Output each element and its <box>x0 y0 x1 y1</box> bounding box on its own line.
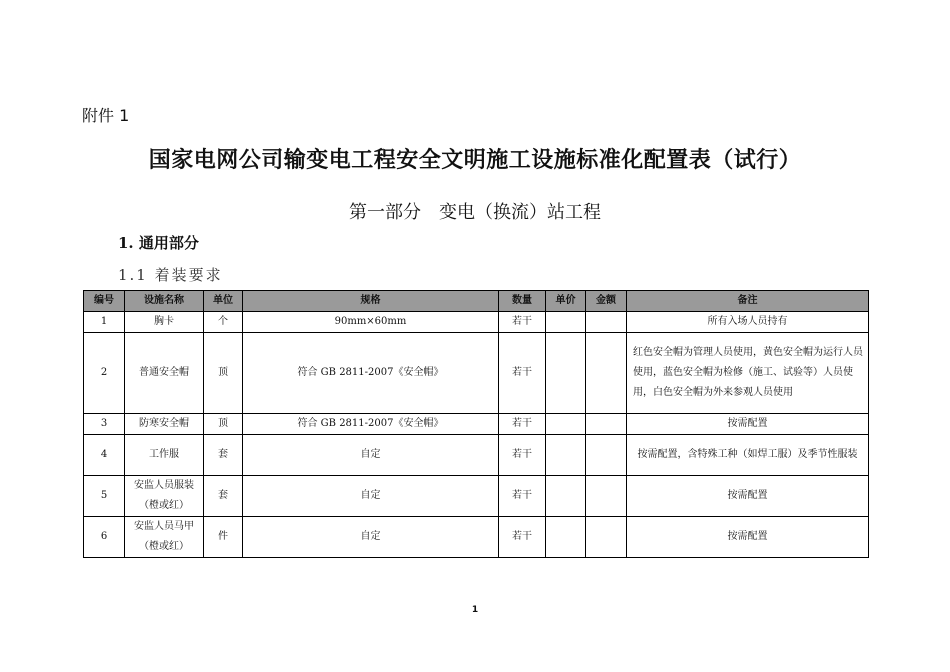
header-remarks: 备注 <box>627 291 869 312</box>
cell-spec: 自定 <box>243 476 499 517</box>
header-number: 编号 <box>84 291 125 312</box>
cell-number: 3 <box>84 414 125 435</box>
document-title: 国家电网公司输变电工程安全文明施工设施标准化配置表（试行） <box>148 148 802 173</box>
header-quantity: 数量 <box>499 291 546 312</box>
cell-remarks: 按需配置 <box>627 517 869 558</box>
cell-unit: 套 <box>204 476 243 517</box>
cell-remarks: 按需配置 <box>627 476 869 517</box>
cell-number: 6 <box>84 517 125 558</box>
cell-unit-price <box>546 435 586 476</box>
cell-amount <box>586 517 627 558</box>
cell-spec: 符合 GB 2811-2007《安全帽》 <box>243 414 499 435</box>
configuration-table <box>83 290 869 558</box>
header-spec: 规格 <box>243 291 499 312</box>
cell-amount <box>586 414 627 435</box>
header-facility-name: 设施名称 <box>125 291 204 312</box>
cell-remarks: 红色安全帽为管理人员使用，黄色安全帽为运行人员使用，蓝色安全帽为检修（施工、试验等）人员使用，白色安全帽为外来参观人员使用 <box>627 333 869 414</box>
cell-remarks: 按需配置 <box>627 414 869 435</box>
page-number: 1 <box>471 605 479 615</box>
table-header-row <box>84 291 869 312</box>
cell-quantity: 若干 <box>499 476 546 517</box>
cell-spec: 自定 <box>243 517 499 558</box>
cell-unit: 套 <box>204 435 243 476</box>
cell-number: 2 <box>84 333 125 414</box>
cell-spec: 符合 GB 2811-2007《安全帽》 <box>243 333 499 414</box>
header-unit-price: 单价 <box>546 291 586 312</box>
cell-unit-price <box>546 517 586 558</box>
annex-label: 附件 1 <box>82 106 130 125</box>
part-subtitle: 第一部分 变电（换流）站工程 <box>349 202 601 223</box>
cell-number: 4 <box>84 435 125 476</box>
cell-facility-name: 安监人员马甲（橙或红） <box>125 517 204 558</box>
header-amount: 金额 <box>586 291 627 312</box>
cell-unit-price <box>546 333 586 414</box>
cell-quantity: 若干 <box>499 414 546 435</box>
cell-spec: 90mm×60mm <box>243 312 499 333</box>
subsection-heading: 1.1 着装要求 <box>118 266 223 284</box>
cell-remarks: 所有入场人员持有 <box>627 312 869 333</box>
cell-quantity: 若干 <box>499 333 546 414</box>
cell-unit: 顶 <box>204 414 243 435</box>
cell-amount <box>586 333 627 414</box>
table-row <box>84 414 869 435</box>
cell-facility-name: 防寒安全帽 <box>125 414 204 435</box>
cell-unit: 件 <box>204 517 243 558</box>
cell-quantity: 若干 <box>499 435 546 476</box>
table-row <box>84 517 869 558</box>
header-unit: 单位 <box>204 291 243 312</box>
cell-unit-price <box>546 476 586 517</box>
cell-amount <box>586 312 627 333</box>
cell-facility-name: 工作服 <box>125 435 204 476</box>
cell-remarks: 按需配置，含特殊工种（如焊工服）及季节性服装 <box>627 435 869 476</box>
cell-quantity: 若干 <box>499 312 546 333</box>
cell-number: 5 <box>84 476 125 517</box>
cell-unit-price <box>546 312 586 333</box>
cell-amount <box>586 435 627 476</box>
table-row <box>84 435 869 476</box>
cell-unit: 个 <box>204 312 243 333</box>
cell-unit-price <box>546 414 586 435</box>
cell-quantity: 若干 <box>499 517 546 558</box>
table-row <box>84 312 869 333</box>
cell-spec: 自定 <box>243 435 499 476</box>
section-heading: 1. 通用部分 <box>118 234 199 252</box>
cell-amount <box>586 476 627 517</box>
table-row <box>84 476 869 517</box>
cell-facility-name: 胸卡 <box>125 312 204 333</box>
cell-facility-name: 安监人员服装（橙或红） <box>125 476 204 517</box>
table-row <box>84 333 869 414</box>
cell-number: 1 <box>84 312 125 333</box>
cell-facility-name: 普通安全帽 <box>125 333 204 414</box>
cell-unit: 顶 <box>204 333 243 414</box>
